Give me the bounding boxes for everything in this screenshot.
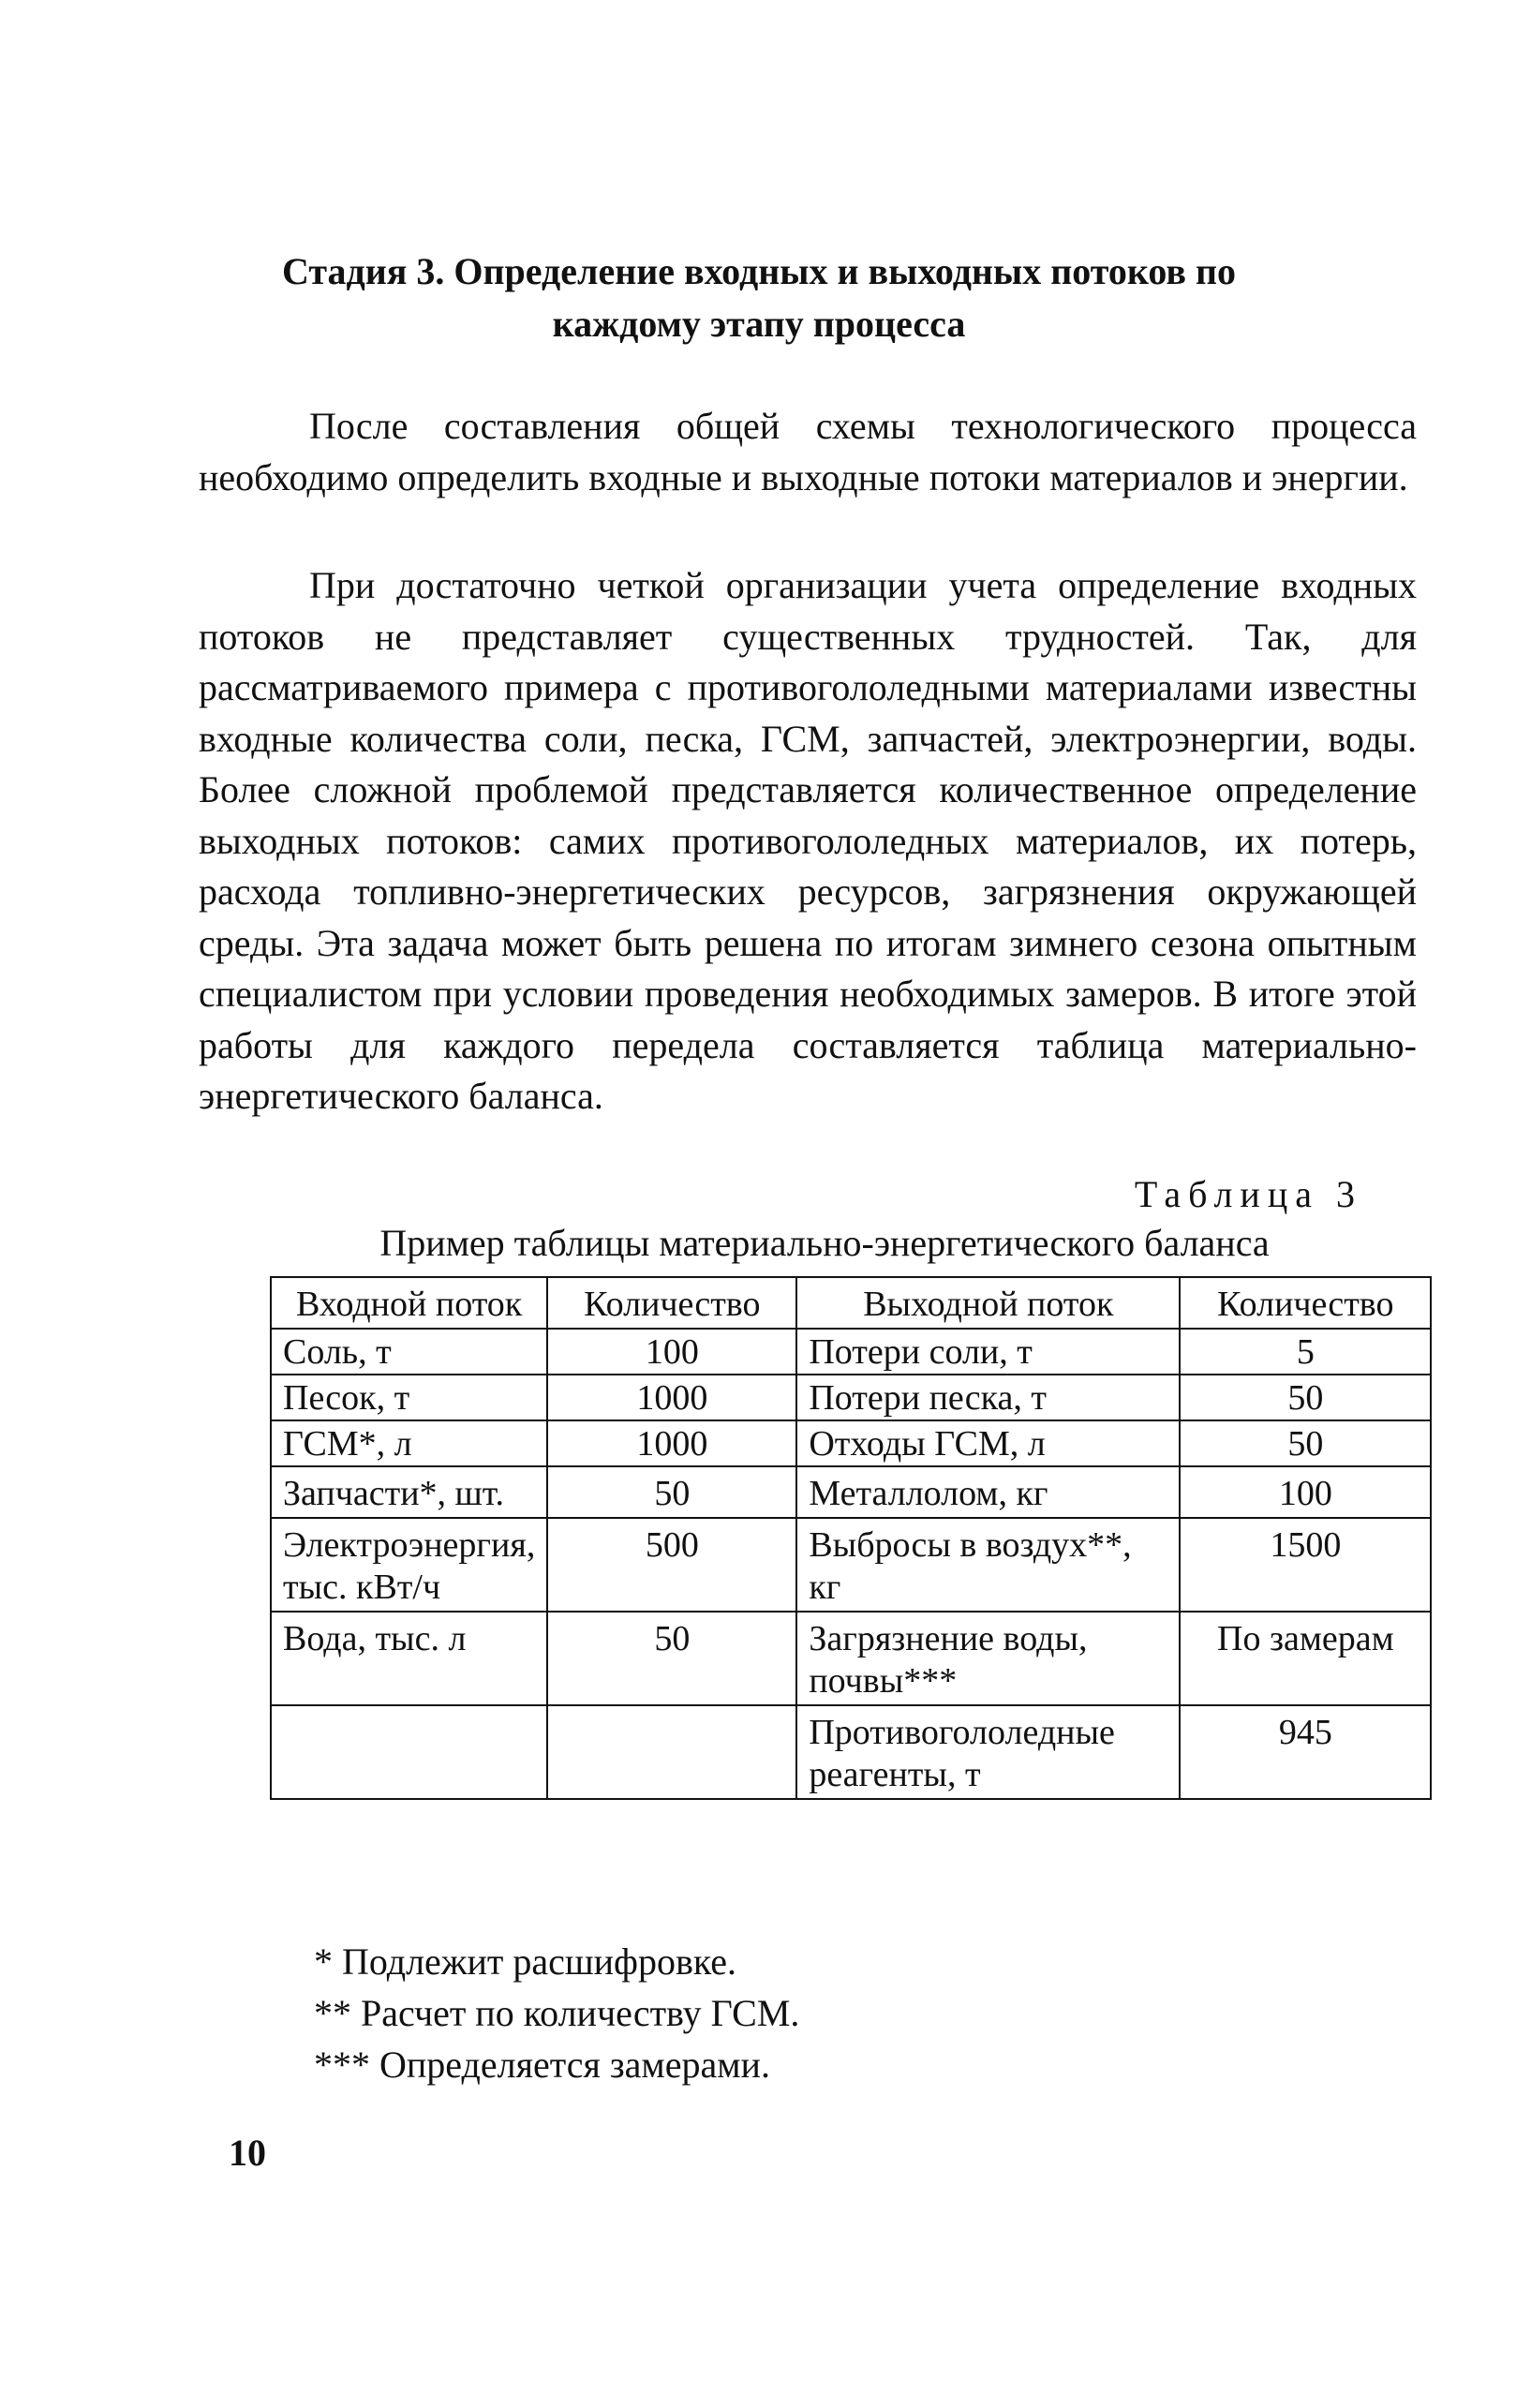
output-quantity-cell: 50 xyxy=(1180,1420,1431,1466)
output-quantity-cell: 5 xyxy=(1180,1329,1431,1375)
section-heading-line-2: каждому этапу процесса xyxy=(552,303,966,345)
output-flow-cell: Потери песка, т xyxy=(796,1375,1180,1420)
header-output-flow: Выходной поток xyxy=(796,1277,1180,1329)
input-flow-cell: Вода, тыс. л xyxy=(271,1612,547,1705)
output-flow-cell: Выбросы в воздух**, кг xyxy=(796,1518,1180,1612)
input-flow-cell xyxy=(271,1705,547,1799)
output-flow-cell: Загрязнение воды, почвы*** xyxy=(796,1612,1180,1705)
header-input-quantity: Количество xyxy=(547,1277,796,1329)
output-quantity-cell: 1500 xyxy=(1180,1518,1431,1612)
section-heading xyxy=(201,245,1316,350)
paragraph-2: При достаточно четкой организации учета определение входных потоков не представляет существенных трудностей. Так, для рассматриваемого примера с противогололедными материалами известны входные количества соли, песка, ГСМ, запчастей, электроэнергии, воды. Более сложной проблемой представляется количественное определение выходных потоков: самих противогололедных материалов, их потерь, расхода топливно-энергетических ресурсов, загрязнения окружающей среды. Эта задача может быть решена по итогам зимнего сезона опытным специалистом при условии проведения необходимых замеров. В итоге этой работы для каждого передела составляется таблица материально-энергетического баланса. xyxy=(199,564,1417,1117)
output-quantity-cell: 945 xyxy=(1180,1705,1431,1799)
input-quantity-cell: 50 xyxy=(547,1466,796,1518)
table-row xyxy=(271,1518,1431,1612)
table-caption: Пример таблицы материально-энергетического баланса xyxy=(379,1222,1270,1264)
header-output-quantity: Количество xyxy=(1180,1277,1431,1329)
paragraph-1: После составления общей схемы технологического процесса необходимо определить входные и выходные потоки материалов и энергии. xyxy=(199,405,1417,498)
table-row xyxy=(271,1466,1431,1518)
footnote-1: * Подлежит расшифровке. xyxy=(314,1940,737,1983)
input-quantity-cell: 1000 xyxy=(547,1420,796,1466)
table-row xyxy=(271,1420,1431,1466)
header-input-flow: Входной поток xyxy=(271,1277,547,1329)
table-footnotes xyxy=(314,1936,799,2090)
table-row xyxy=(271,1612,1431,1705)
output-quantity-cell: По замерам xyxy=(1180,1612,1431,1705)
input-flow-cell: Электроэнергия, тыс. кВт/ч xyxy=(271,1518,547,1612)
input-quantity-cell: 500 xyxy=(547,1518,796,1612)
output-flow-cell: Потери соли, т xyxy=(796,1329,1180,1375)
input-flow-cell: ГСМ*, л xyxy=(271,1420,547,1466)
section-heading-line-1: Стадия 3. Определение входных и выходных потоков по xyxy=(281,250,1237,292)
output-quantity-cell: 100 xyxy=(1180,1466,1431,1518)
footnote-2: ** Расчет по количеству ГСМ. xyxy=(314,1992,800,2034)
output-flow-cell: Отходы ГСМ, л xyxy=(796,1420,1180,1466)
output-flow-cell: Противогололедные реагенты, т xyxy=(796,1705,1180,1799)
input-flow-cell: Песок, т xyxy=(271,1375,547,1420)
table-row xyxy=(271,1375,1431,1420)
output-flow-cell: Металлолом, кг xyxy=(796,1466,1180,1518)
page-number: 10 xyxy=(229,2132,266,2174)
input-quantity-cell: 1000 xyxy=(547,1375,796,1420)
table-number: Таблица 3 xyxy=(1134,1173,1362,1215)
input-flow-cell: Соль, т xyxy=(271,1329,547,1375)
input-flow-cell: Запчасти*, шт. xyxy=(271,1466,547,1518)
input-quantity-cell xyxy=(547,1705,796,1799)
table-row xyxy=(271,1329,1431,1375)
table-row xyxy=(271,1705,1431,1799)
table-header-row xyxy=(271,1277,1431,1329)
footnote-3: *** Определяется замерами. xyxy=(314,2044,770,2086)
balance-table xyxy=(270,1276,1432,1800)
output-quantity-cell: 50 xyxy=(1180,1375,1431,1420)
input-quantity-cell: 100 xyxy=(547,1329,796,1375)
input-quantity-cell: 50 xyxy=(547,1612,796,1705)
